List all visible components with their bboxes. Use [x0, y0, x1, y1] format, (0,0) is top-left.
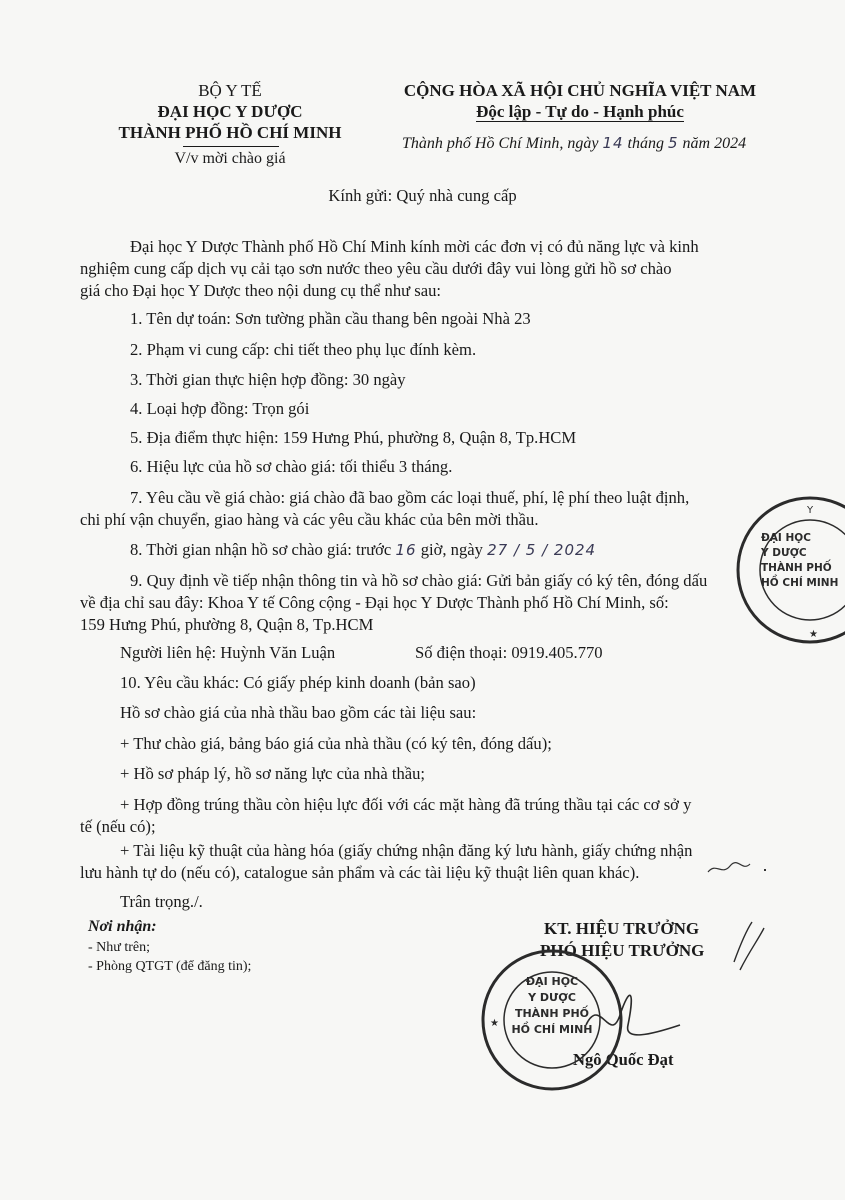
svg-text:★: ★: [809, 629, 818, 640]
signature-title1: KT. HIỆU TRƯỞNG: [544, 919, 700, 938]
stamp-line2: Y DƯỢC: [528, 991, 576, 1004]
doc-3-line1: + Hợp đồng trúng thầu còn hiệu lực đối với các mặt hàng đã trúng thầu tại các cơ sở y: [120, 795, 692, 814]
salutation: Kính gửi: Quý nhà cung cấp: [328, 186, 517, 205]
item-8-hour-handwritten: 16: [395, 541, 417, 559]
motto-text: Độc lập - Tự do - Hạnh phúc: [476, 102, 684, 121]
signature-scribble-icon: [580, 985, 710, 1055]
item-3: 3. Thời gian thực hiện hợp đồng: 30 ngày: [130, 370, 406, 389]
header-left: [80, 80, 380, 143]
recipient-1: - Như trên;: [88, 940, 151, 955]
item-9-line2: về địa chỉ sau đây: Khoa Y tế Công cộng - Đại học Y Dược Thành phố Hồ Chí Minh, số:: [80, 593, 669, 612]
doc-4-line1: + Tài liệu kỹ thuật của hàng hóa (giấy chứng nhận đăng ký lưu hành, giấy chứng nhận: [120, 841, 693, 860]
intro-line3: giá cho Đại học Y Dược theo nội dung cụ thể như sau:: [80, 281, 442, 300]
university-name-line2: THÀNH PHỐ HỒ CHÍ MINH: [118, 123, 342, 142]
initial-signature-icon: [730, 920, 810, 980]
item-1: 1. Tên dự toán: Sơn tường phần cầu thang bên ngoài Nhà 23: [130, 309, 531, 328]
item-7-line1: 7. Yêu cầu về giá chào: giá chào đã bao gồm các loại thuế, phí, lệ phí theo luật định,: [130, 488, 690, 507]
svg-text:Y: Y: [807, 505, 814, 516]
item-6: 6. Hiệu lực của hồ sơ chào giá: tối thiểu 3 tháng.: [130, 457, 453, 476]
signer-name: Ngô Quốc Đạt: [573, 1050, 674, 1069]
side-stamp: [735, 495, 845, 645]
intro-line2: nghiệm cung cấp dịch vụ cải tạo sơn nước theo yêu cầu dưới đây vui lòng gửi hồ sơ chào: [80, 259, 672, 278]
doc-1: + Thư chào giá, bảng báo giá của nhà thầu (có ký tên, đóng dấu);: [120, 734, 552, 753]
ministry-name: BỘ Y TẾ: [198, 81, 262, 100]
item-10: 10. Yêu cầu khác: Có giấy phép kinh doanh (bản sao): [120, 673, 476, 692]
stamp-line3: THÀNH PHỐ: [514, 1007, 590, 1020]
initial-scribble-icon: [706, 858, 766, 878]
item-9-line3: 159 Hưng Phú, phường 8, Quận 8, Tp.HCM: [80, 615, 374, 634]
stamp-line4: HỒ CHÍ MINH: [511, 1023, 593, 1036]
stamp-line1: ĐẠI HỌC: [525, 975, 579, 988]
date-month-word: tháng: [627, 135, 664, 152]
docs-intro: Hồ sơ chào giá của nhà thầu bao gồm các tài liệu sau:: [120, 703, 477, 722]
recipients-title: Nơi nhận:: [88, 918, 157, 935]
side-stamp-line4: HỒ CHÍ MINH: [761, 577, 839, 589]
country-name: CỘNG HÒA XÃ HỘI CHỦ NGHĨA VIỆT NAM: [403, 81, 757, 100]
item-5: 5. Địa điểm thực hiện: 159 Hưng Phú, phường 8, Quận 8, Tp.HCM: [130, 428, 577, 447]
svg-text:★: ★: [490, 1018, 499, 1029]
doc-2: + Hồ sơ pháp lý, hồ sơ năng lực của nhà thầu;: [120, 764, 426, 783]
doc-4-line2: lưu hành tự do (nếu có), catalogue sản phẩm và các tài liệu kỹ thuật liên quan khác).: [80, 863, 640, 882]
item-8-date-handwritten: 27 / 5 / 2024: [487, 541, 597, 559]
item-9-line1: 9. Quy định về tiếp nhận thông tin và hồ sơ chào giá: Gửi bản giấy có ký tên, đóng dấu: [130, 571, 708, 590]
date-month-handwritten: 5: [668, 134, 679, 152]
intro-line1: Đại học Y Dược Thành phố Hồ Chí Minh kính mời các đơn vị có đủ năng lực và kinh: [130, 237, 699, 256]
item-4: 4. Loại hợp đồng: Trọn gói: [130, 399, 310, 418]
recipient-2: - Phòng QTGT (để đăng tin);: [88, 959, 252, 974]
item-2: 2. Phạm vi cung cấp: chi tiết theo phụ lục đính kèm.: [130, 340, 477, 359]
signature-title2: PHÓ HIỆU TRƯỞNG: [540, 941, 705, 960]
side-stamp-text: [761, 531, 845, 591]
date-line: [402, 134, 746, 153]
date-prefix: Thành phố Hồ Chí Minh, ngày: [402, 135, 599, 152]
item-7-line2: chi phí vận chuyển, giao hàng và các yêu cầu khác của bên mời thầu.: [80, 510, 539, 529]
doc-3-line2: tế (nếu có);: [80, 817, 156, 836]
document-subject: V/v mời chào giá: [174, 150, 286, 167]
motto: [395, 101, 765, 122]
item-8-mid: giờ, ngày: [420, 540, 483, 559]
university-name-line1: ĐẠI HỌC Y DƯỢC: [157, 102, 303, 121]
date-day-handwritten: 14: [602, 134, 624, 152]
side-stamp-line1: ĐẠI HỌC: [761, 532, 811, 544]
header-left-divider: [183, 146, 279, 147]
item-8: [130, 540, 596, 560]
date-year: năm 2024: [682, 135, 747, 152]
item-8-prefix: 8. Thời gian nhận hồ sơ chào giá: trước: [130, 540, 392, 559]
contact-person: Người liên hệ: Huỳnh Văn Luận: [120, 643, 336, 662]
side-stamp-line3: THÀNH PHỐ: [761, 562, 832, 574]
side-stamp-line2: Y DƯỢC: [761, 547, 807, 559]
closing: Trân trọng./.: [120, 892, 203, 911]
contact-phone: Số điện thoại: 0919.405.770: [415, 643, 603, 662]
